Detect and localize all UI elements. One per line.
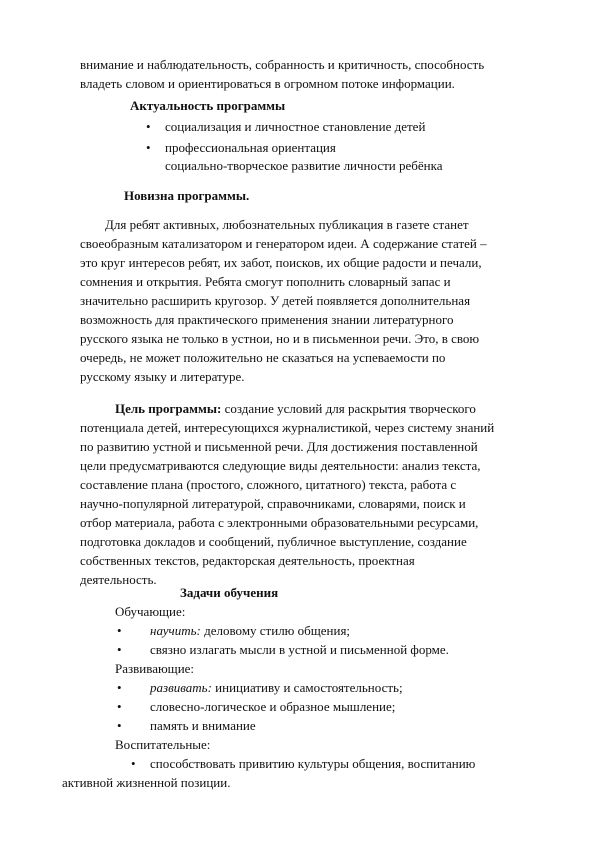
- bullet-icon: •: [146, 140, 151, 155]
- bullet-icon: •: [117, 623, 122, 638]
- goal-first-line: [115, 400, 476, 418]
- goal-label: Цель программы:: [115, 401, 222, 416]
- goal-line-7: отбор материала, работа с электронными образовательными ресурсами,: [80, 515, 479, 530]
- teaching-item-1: [150, 622, 350, 640]
- teaching-item-2: связно излагать мысли в устной и письменной форме.: [150, 642, 449, 657]
- goal-line-8: подготовка докладов и сообщений, публичное выступление, создание: [80, 534, 467, 549]
- relevance-heading: Актуальность программы: [130, 98, 286, 113]
- developing-item-1-rest: инициативу и самостоятельность;: [211, 680, 403, 695]
- novelty-line-8: очередь, не может положительно не сказаться на успеваемости по: [80, 350, 446, 365]
- goal-line-3: по развитию устной и письменной речи. Для достижения поставленной: [80, 439, 478, 454]
- bullet-icon: •: [131, 756, 136, 771]
- bullet-icon: •: [117, 718, 122, 733]
- goal-first-line-rest: создание условий для раскрытия творческого: [221, 401, 476, 416]
- teaching-item-1-rest: деловому стилю общения;: [200, 623, 351, 638]
- bullet-icon: •: [117, 699, 122, 714]
- intro-line-1: внимание и наблюдательность, собранность и критичность, способность: [80, 57, 485, 72]
- novelty-line-6: возможность для практического применения знании литературного: [80, 312, 454, 327]
- developing-verb: развивать:: [150, 680, 212, 695]
- intro-line-2: владеть словом и ориентироваться в огромном потоке информации.: [80, 76, 455, 91]
- developing-item-1: [150, 679, 403, 697]
- novelty-line-7: русского языка не только в устнои, но и в письменнои речи. Это, в свою: [80, 331, 480, 346]
- developing-item-3: память и внимание: [150, 718, 256, 733]
- tasks-heading: Задачи обучения: [180, 585, 279, 600]
- developing-label: Развивающие:: [115, 661, 195, 676]
- novelty-line-3: это круг интересов ребят, их забот, поисков, их общие радости и печали,: [80, 255, 482, 270]
- novelty-line-2: своеобразным катализатором и генератором идеи. А содержание статей –: [80, 236, 487, 251]
- bullet-icon: •: [146, 119, 151, 134]
- teaching-verb: научить:: [150, 623, 201, 638]
- goal-line-6: научно-популярной литературой, справочниками, словарями, поиск и: [80, 496, 466, 511]
- relevance-item-1: социализация и личностное становление детей: [165, 119, 426, 134]
- goal-line-10: деятельность.: [80, 572, 157, 587]
- novelty-line-5: значительно расширить кругозор. У детей появляется дополнительная: [80, 293, 471, 308]
- goal-line-9: собственных текстов, редакторская деятельность, проектная: [80, 553, 415, 568]
- bullet-icon: •: [117, 680, 122, 695]
- relevance-item-2: профессиональная ориентация: [165, 140, 336, 155]
- upbringing-item-1: способствовать привитию культуры общения, воспитанию: [150, 756, 476, 771]
- upbringing-item-1-continuation: активной жизненной позиции.: [62, 775, 231, 790]
- developing-item-2: словесно-логическое и образное мышление;: [150, 699, 396, 714]
- novelty-line-1: Для ребят активных, любознательных публикация в газете станет: [105, 217, 469, 232]
- teaching-label: Обучающие:: [115, 604, 186, 619]
- goal-line-2: потенциала детей, интересующихся журналистикой, через систему знаний: [80, 420, 495, 435]
- novelty-heading: Новизна программы.: [124, 188, 250, 203]
- bullet-icon: •: [117, 642, 122, 657]
- upbringing-label: Воспитательные:: [115, 737, 211, 752]
- novelty-line-4: сомнения и открытия. Ребята смогут пополнить словарный запас и: [80, 274, 451, 289]
- goal-line-4: цели предусматриваются следующие виды деятельности: анализ текста,: [80, 458, 481, 473]
- novelty-line-9: русскому языку и литературе.: [80, 369, 245, 384]
- relevance-item-2-continuation: социально-творческое развитие личности ребёнка: [165, 158, 443, 173]
- goal-line-5: составление плана (простого, сложного, цитатного) текста, работа с: [80, 477, 457, 492]
